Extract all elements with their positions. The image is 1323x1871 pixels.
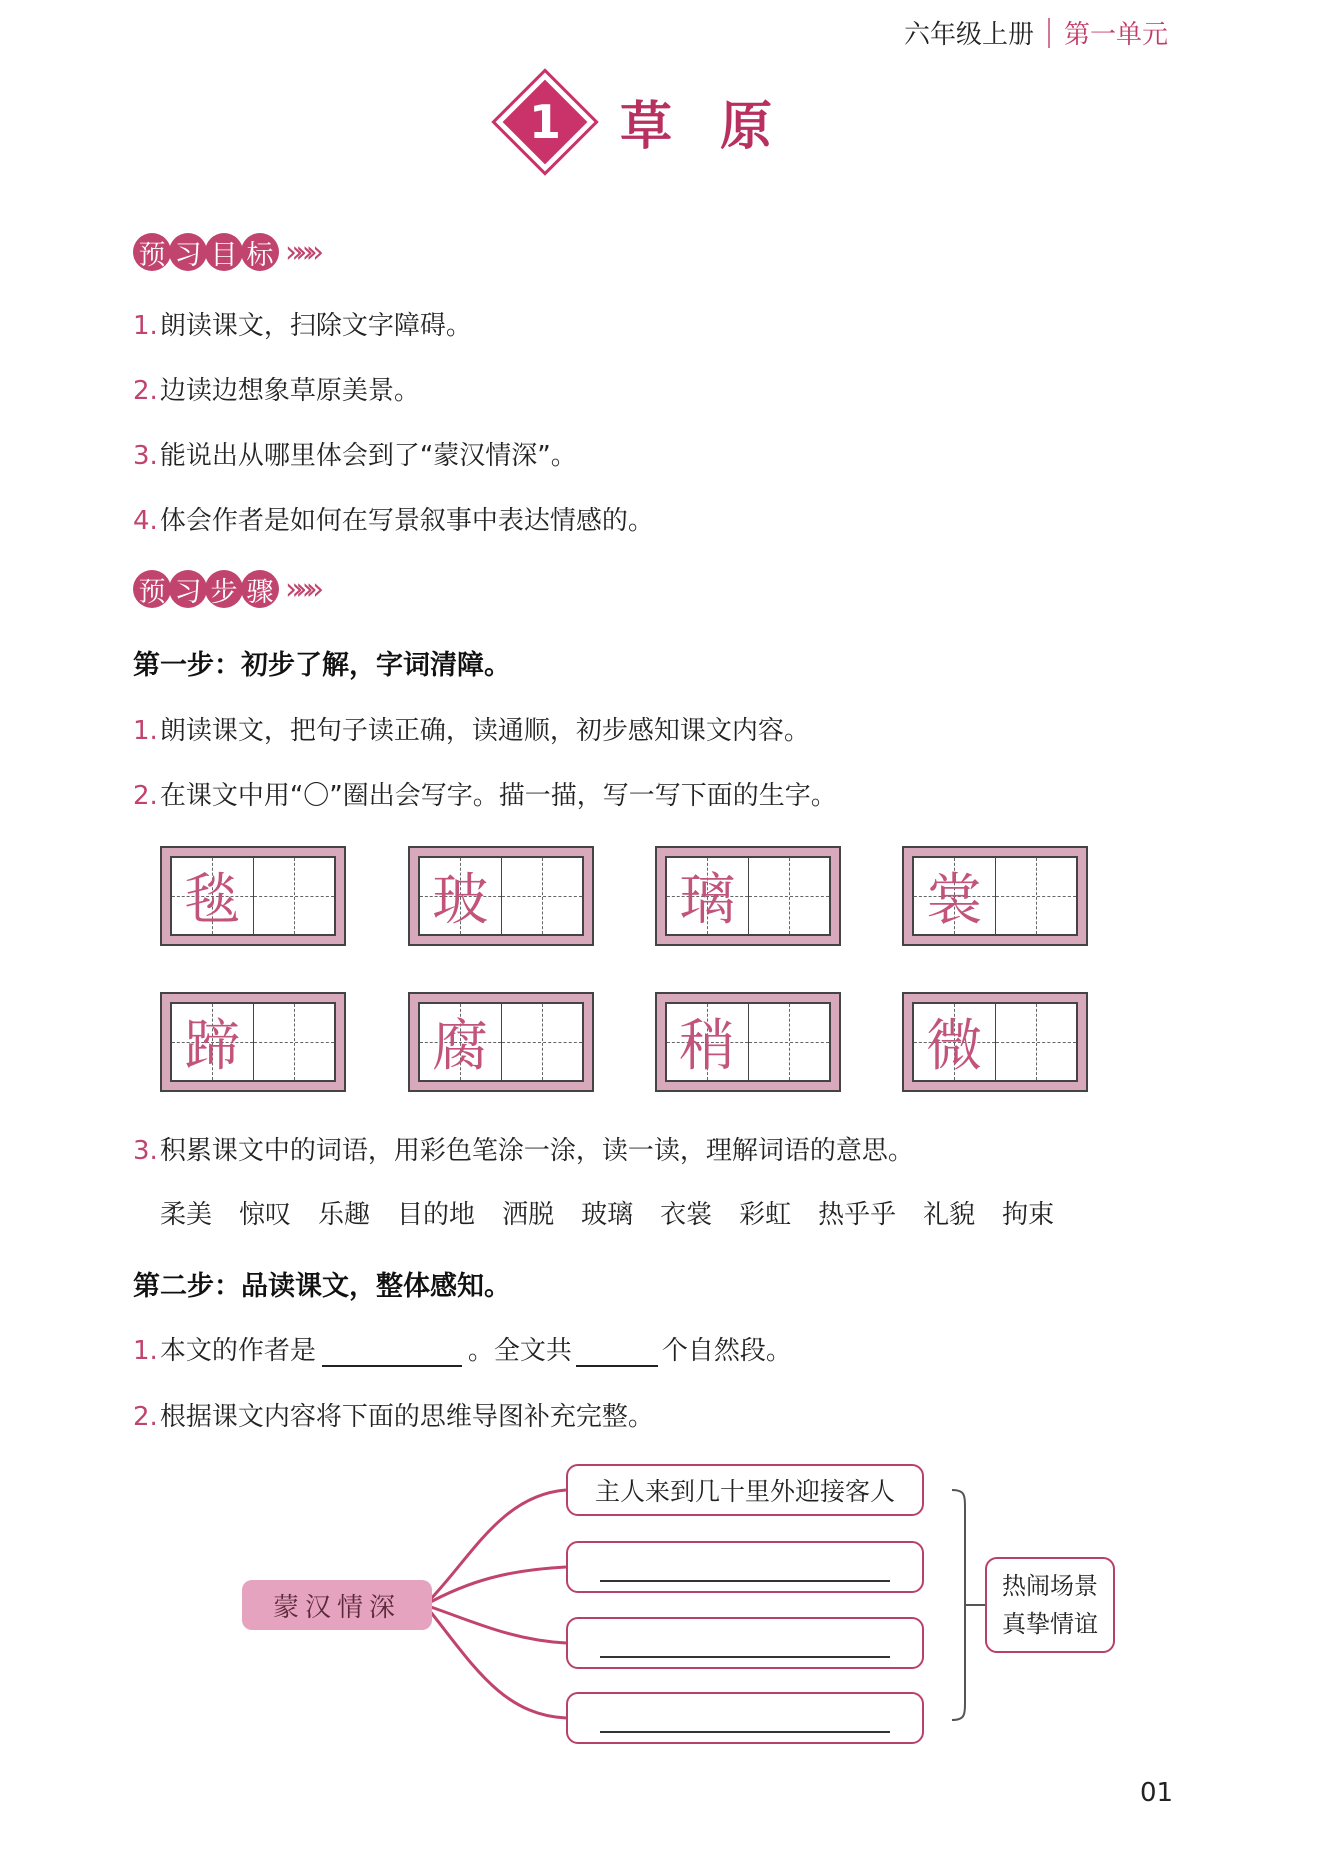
- vocab-word: 玻璃: [581, 1200, 634, 1230]
- section-tag-steps: [133, 570, 316, 608]
- tag-char: 习: [169, 233, 207, 271]
- vocabulary-list: [160, 1194, 1081, 1231]
- trace-char: 微: [926, 1014, 983, 1079]
- char-grid[interactable]: [408, 992, 594, 1092]
- lesson-number-badge: [496, 72, 595, 171]
- tag-char: 预: [133, 570, 171, 608]
- objective-item: 1.朗读课文，扫除文字障碍。: [133, 311, 472, 341]
- question-item: 2.根据课文内容将下面的思维导图补充完整。: [133, 1402, 654, 1432]
- author-blank[interactable]: [322, 1343, 462, 1367]
- vocab-word: 洒脱: [502, 1200, 555, 1230]
- trace-char: 毯: [184, 868, 241, 933]
- blank-cell[interactable]: [749, 858, 830, 934]
- lesson-title-text: 草原: [620, 96, 821, 157]
- step-item: 3.积累课文中的词语，用彩色笔涂一涂，读一读，理解词语的意思。: [133, 1136, 914, 1166]
- answer-line[interactable]: [600, 1552, 890, 1582]
- question-item: 1.本文的作者是 。全文共 个自然段。: [133, 1336, 792, 1366]
- char-grid[interactable]: [655, 846, 841, 946]
- tag-char: 骤: [241, 570, 279, 608]
- tag-char: 步: [205, 570, 243, 608]
- section-tag-objectives: [133, 233, 316, 271]
- vocab-word: 衣裳: [660, 1200, 713, 1230]
- vocab-word: 惊叹: [239, 1200, 292, 1230]
- answer-line[interactable]: [600, 1703, 890, 1733]
- char-grid[interactable]: [408, 846, 594, 946]
- vocab-word: 乐趣: [318, 1200, 371, 1230]
- char-grid[interactable]: [160, 992, 346, 1092]
- trace-char: 腐: [432, 1014, 489, 1079]
- mindmap-branch: [566, 1464, 924, 1516]
- char-grid[interactable]: [902, 846, 1088, 946]
- lesson-number: 1: [528, 94, 562, 149]
- tag-char: 预: [133, 233, 171, 271]
- vocab-word: 彩虹: [739, 1200, 792, 1230]
- objective-item: 3.能说出从哪里体会到了“蒙汉情深”。: [133, 441, 577, 471]
- mindmap-branch-blank[interactable]: [566, 1617, 924, 1669]
- paragraph-count-blank[interactable]: [576, 1343, 658, 1367]
- blank-cell[interactable]: [996, 858, 1077, 934]
- trace-char: 蹄: [184, 1014, 241, 1079]
- step-one-title: 第一步：初步了解，字词清障。: [133, 650, 511, 681]
- trace-char: 璃: [679, 868, 736, 933]
- result-line: 真挚情谊: [1002, 1610, 1098, 1638]
- step-two-title: 第二步：品读课文，整体感知。: [133, 1271, 511, 1302]
- blank-cell[interactable]: [254, 1004, 335, 1080]
- objective-item: 2.边读边想象草原美景。: [133, 376, 420, 406]
- vocab-word: 热乎乎: [818, 1200, 897, 1230]
- page-number: 01: [1140, 1778, 1174, 1808]
- trace-char: 裳: [926, 868, 983, 933]
- char-grid[interactable]: [160, 846, 346, 946]
- mindmap-result: [985, 1557, 1115, 1653]
- vocab-word: 柔美: [160, 1200, 213, 1230]
- blank-cell[interactable]: [254, 858, 335, 934]
- blank-cell[interactable]: [749, 1004, 830, 1080]
- unit-label: 第一单元: [1063, 20, 1168, 50]
- char-grid[interactable]: [655, 992, 841, 1092]
- branch-text: 主人来到几十里外迎接客人: [594, 1477, 895, 1506]
- vocab-word: 目的地: [397, 1200, 476, 1230]
- tag-char: 标: [241, 233, 279, 271]
- tag-char: 习: [169, 570, 207, 608]
- char-grid[interactable]: [902, 992, 1088, 1092]
- vocab-word: 拘束: [1002, 1200, 1055, 1230]
- step-item: 1.朗读课文，把句子读正确，读通顺，初步感知课文内容。: [133, 716, 810, 746]
- blank-cell[interactable]: [996, 1004, 1077, 1080]
- mindmap-center: 蒙汉情深: [242, 1580, 432, 1630]
- mindmap-branch-blank[interactable]: [566, 1541, 924, 1593]
- blank-cell[interactable]: [502, 1004, 583, 1080]
- tag-char: 目: [205, 233, 243, 271]
- blank-cell[interactable]: [502, 858, 583, 934]
- chevrons-icon: »»»: [285, 234, 317, 270]
- step-item: 2.在课文中用“〇”圈出会写字。描一描，写一写下面的生字。: [133, 781, 837, 811]
- grade-label: 六年级上册: [903, 20, 1034, 50]
- page-header: [904, 14, 1168, 51]
- trace-char: 玻: [432, 868, 489, 933]
- chevrons-icon: »»»: [285, 571, 317, 607]
- mindmap-branch-blank[interactable]: [566, 1692, 924, 1744]
- trace-char: 稍: [679, 1014, 736, 1079]
- lesson-title: [510, 84, 820, 159]
- answer-line[interactable]: [600, 1628, 890, 1658]
- objective-item: 4.体会作者是如何在写景叙事中表达情感的。: [133, 506, 654, 536]
- header-divider: [1048, 18, 1050, 48]
- result-line: 热闹场景: [1002, 1572, 1098, 1600]
- vocab-word: 礼貌: [923, 1200, 976, 1230]
